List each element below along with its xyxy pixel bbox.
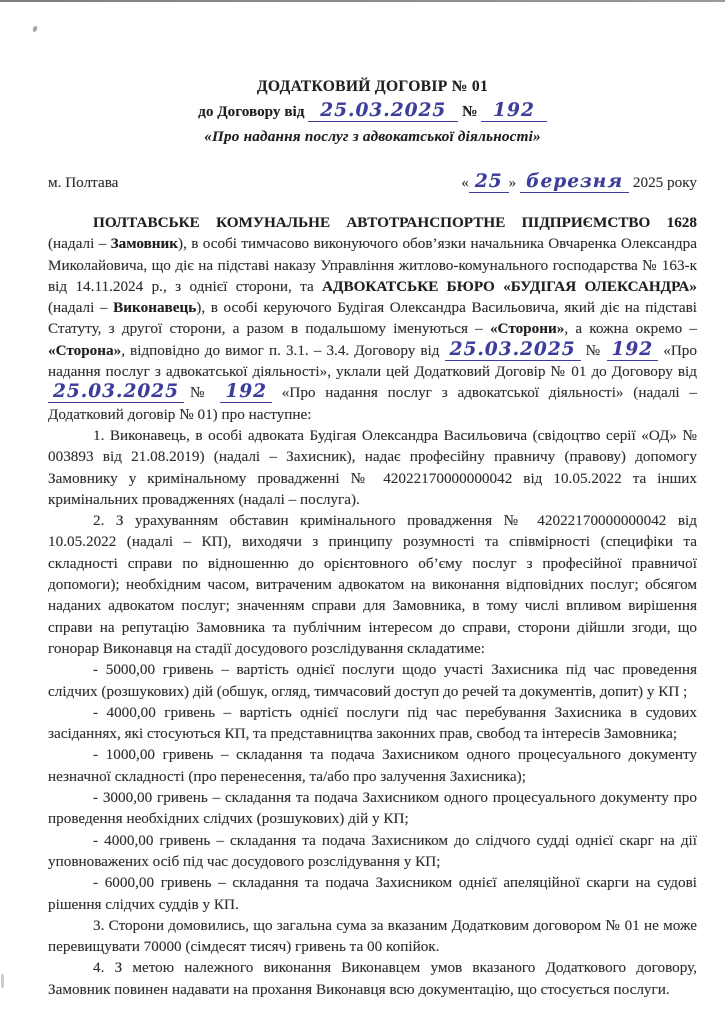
handwritten-text: 192 [607,339,659,361]
text-segment: № [580,341,607,359]
text-segment: - 1000,00 гривень – складання та подача Захисником одного процесуального документу незначної складності (про перенесення, та/або про залучення Захисника); [48,746,697,785]
text-segment: (надалі – [48,235,111,253]
document-content [0,76,725,1000]
document-subject-line: «Про надання послуг з адвокатської діяльності» [204,128,541,145]
text-segment: Замовник [110,235,179,253]
text-segment: 2. З урахуванням обставин кримінального провадження № 42022170000000042 від 10.05.2022 (надалі – КП), виходячи з принципу розумності та співмірності (специфіки та складності справи по відношенню до орієнтовного об’єму послуг з професійної правничої допомоги); необхідним часом, витраченим адвокатом на виконання відповідних послуг; обсягом наданих адвокатом послуг; значенням справи для Замовника, в тому числі впливом вирішення справи на репутацію Замовника та публічним інтересом до справи, сторони дійшли згоди, що гонорар Виконавця на стадії досудового розслідування складатиме: [48,512,697,657]
handwritten-text: 25.03.2025 [445,339,581,361]
text-segment: «Про надання послуг з адвокатської діяльності» (надалі – Додатковий договір № 01) про наступне: [48,384,697,423]
text-segment: АДВОКАТСЬКЕ БЮРО «БУДІГАЯ ОЛЕКСАНДРА» [322,277,697,295]
scan-artifact-left [1,974,4,988]
paragraph-fee-5000 [48,659,697,702]
text-segment: - 6000,00 гривень – складання та подача Захисником однієї апеляційної скарги на судові рішення слідчих суддів у КП. [48,874,697,913]
place-date-line [48,173,697,192]
paragraph-fee-4000-complaint [48,830,697,873]
text-segment: Виконавець [113,299,197,317]
text-segment: «Сторона» [48,341,122,359]
paragraph-clause-3 [48,915,697,958]
document-header [48,76,697,147]
text-segment: «Про надання послуг з адвокатської діяльності», уклали цей Додатковий Договір № 01 до Договору від [48,341,697,381]
document-body [48,212,697,1000]
text-segment: 2025 року [629,174,697,191]
handwritten-text: березня [520,171,629,193]
text-segment: , відповідно до вимог п. 3.1. – 3.4. Договору від [121,341,445,359]
text-segment: № [458,103,482,120]
text-segment: - 4000,00 гривень – складання та подача Захисником до слідчого судді однієї скарг на дії уповноважених осіб під час досудового розслідування у КП; [48,831,697,870]
paragraph-fee-4000-court [48,702,697,745]
text-segment: № [184,384,221,402]
text-segment: - 5000,00 гривень – вартість однієї послуги щодо участі Захисника під час проведення слідчих (розшукових) дій (обшук, огляд, тимчасовий доступ до речей та документів, допит) у КП ; [48,661,697,700]
paragraph-fee-6000 [48,872,697,915]
scan-edge-line [0,0,725,2]
paragraph-fee-1000 [48,744,697,787]
text-segment: (надалі – [48,299,114,317]
handwritten-text: 25 [469,171,509,193]
handwritten-text: 192 [220,381,272,403]
paragraph-clause-2 [48,510,697,659]
handwritten-text: 192 [481,100,547,122]
text-segment: ПОЛТАВСЬКЕ КОМУНАЛЬНЕ АВТОТРАНСПОРТНЕ ПІДПРИЄМСТВО 1628 [93,214,697,231]
text-segment: 4. З метою належного виконання Виконавцем умов вказаного Додаткового договору, Замовник повинен надавати на прохання Виконавця всю документацію, що стосується послуги. [48,959,697,998]
text-segment: 3. Сторони домовились, що загальна сума за вказаним Додатковим договором № 01 не може перевищувати 70000 (сімдесят тисяч) гривень та 00 копійок. [48,916,697,956]
handwritten-text: 25.03.2025 [308,100,458,122]
text-segment: «Сторони» [489,320,565,338]
text-segment: - 4000,00 гривень – вартість однієї послуги під час перебування Захисника в судових засіданнях, які стосуються КП, та представництва законних прав, свобод та інтересів Замовника; [48,703,697,743]
text-segment: « [461,174,469,191]
text-segment: » [508,174,521,191]
text-segment: ), в особі тимчасово виконуючого обов’язки начальника Овчаренка Олександра Миколайовича, що діє на підставі наказу Управління житлово-комунального господарства № 163-к від 14.11.2024 р., з однієї сторони, та [48,235,697,295]
city-label: м. Полтава [48,174,119,191]
scan-artifact [32,26,38,33]
text-segment: ), в особі керуючого Будігая Олександра Васильовича, який діє на підставі Статуту, з другої сторони, а разом в подальшому іменуються – [48,299,698,338]
paragraph-clause-1 [48,425,697,510]
text-segment: , а кожна окремо – [564,320,697,338]
paragraph-preamble [48,212,697,425]
text-segment: - 3000,00 гривень – складання та подача Захисником одного процесуального документу про проведення необхідних слідчих (розшукових) дій у КП; [48,789,697,828]
document-subtitle [48,101,697,122]
paragraph-clause-4 [48,957,697,1000]
text-segment: до Договору від [198,103,309,120]
document-title: ДОДАТКОВИЙ ДОГОВІР № 01 [256,78,489,95]
handwritten-text: 25.03.2025 [48,381,184,403]
text-segment: 1. Виконавець, в особі адвоката Будігая Олександра Васильовича (свідоцтво серії «ОД» № 003893 від 21.08.2019) (надалі – Захисник), надає професійну правничу (правову) допомогу Замовнику у кримінальному провадженні № 42022170000000042 від 10.05.2022 та інших кримінальних провадженнях (надалі – послуга). [48,426,697,508]
date-label [461,173,697,192]
paragraph-fee-3000 [48,787,697,830]
